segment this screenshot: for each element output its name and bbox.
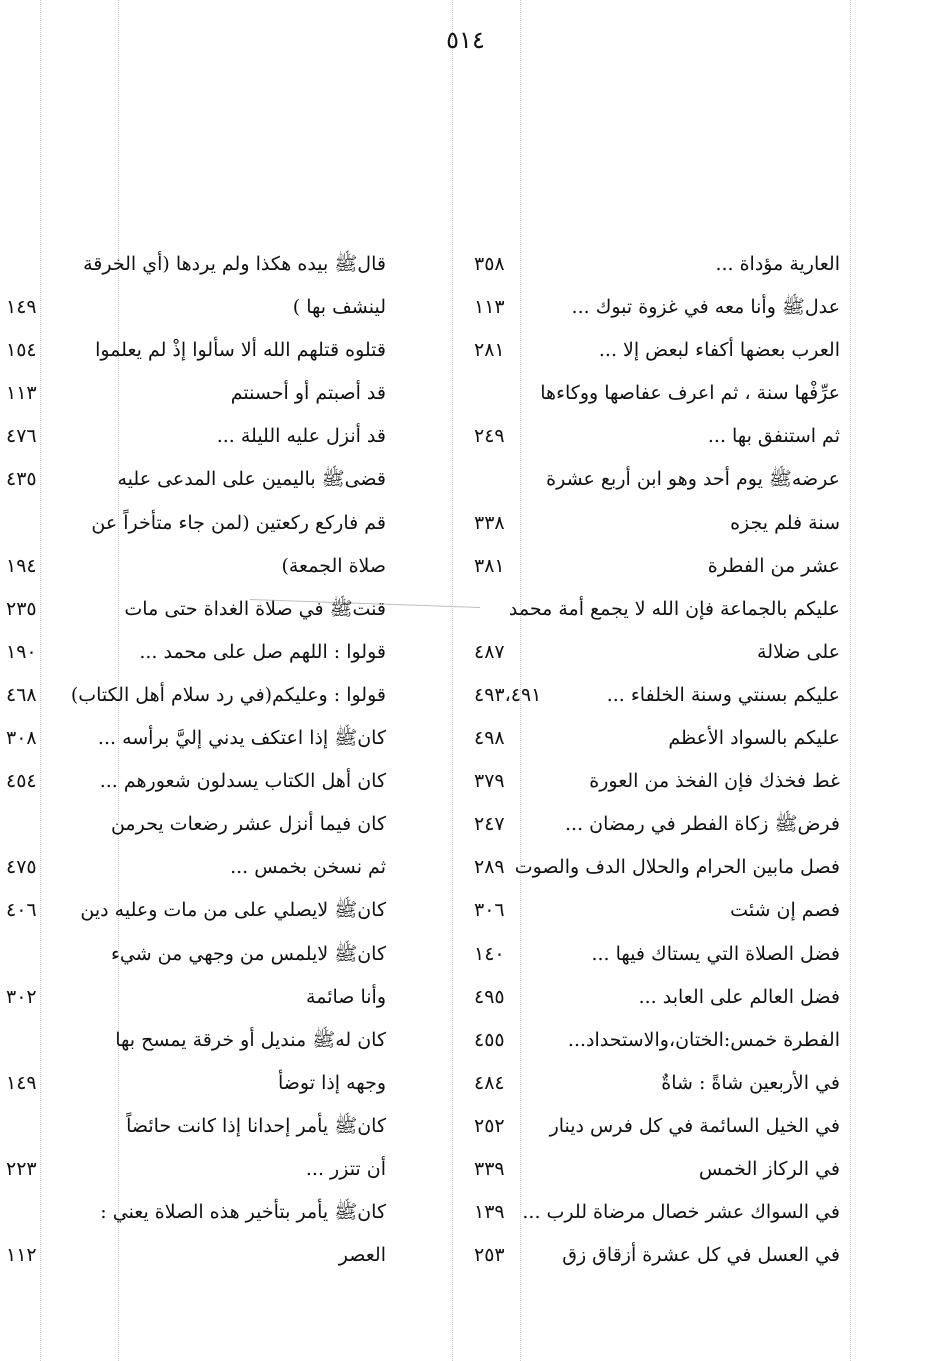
entry-page-number: ٣٨١ [474,554,505,577]
index-entry [468,803,840,846]
entry-text: كانﷺ إذا اعتكف يدني إليَّ برأسه ... [97,727,386,750]
entry-text: الفطرة خمس:الختان،والاستحداد... [567,1028,840,1051]
entry-page-number: ٤٠٦ [6,899,37,922]
index-entry [0,588,386,631]
index-entry [468,976,840,1019]
entry-text: كانﷺ لايلمس من وجهي من شيء [110,942,386,965]
index-entry [468,889,840,932]
index-entry [0,243,386,286]
entry-page-number: ٤٩٨ [474,727,505,750]
index-entry [468,545,840,588]
entry-page-number: ٤٦٨ [6,683,37,706]
index-entry [468,588,840,631]
entry-text: صلاة الجمعة) [281,554,386,577]
entry-text: قتلوه قتلهم الله ألا سألوا إذْ لم يعلموا [95,339,386,362]
entry-text: العارية مؤداة ... [715,253,840,275]
entry-text: فضل الصلاة التي يستاك فيها ... [591,942,840,965]
index-entry [468,372,840,415]
entry-text: قولوا : وعليكم(في رد سلام أهل الكتاب) [70,683,386,706]
entry-text: على ضلالة [757,640,840,663]
entry-page-number: ١٤٩ [6,296,37,319]
entry-page-number: ٤٥٤ [6,770,37,793]
index-entry [468,1191,840,1234]
index-entry [0,458,386,501]
entry-page-number: ١٩٠ [6,640,37,663]
entry-page-number: ٢٤٩ [474,425,505,448]
entry-text: عليكم بالجماعة فإن الله لا يجمع أمة محمد [508,597,840,620]
index-entry [0,1019,386,1062]
index-entry [468,502,840,545]
entry-page-number: ٣٠٨ [6,727,37,750]
entry-text: كانﷺ يأمر بتأخير هذه الصلاة يعني : [100,1201,386,1224]
index-entry [468,631,840,674]
index-entry [0,933,386,976]
index-entry [0,889,386,932]
entry-page-number: ٢٨١ [474,339,505,362]
index-entry [0,502,386,545]
entry-page-number: ١٣٩ [474,1201,505,1224]
entry-text: عرضهﷺ يوم أحد وهو ابن أربع عشرة [546,468,840,491]
entry-text: كانﷺ لايصلي على من مات وعليه دين [80,899,386,922]
entry-text: عدلﷺ وأنا معه في غزوة تبوك ... [571,296,840,319]
index-entry [0,717,386,760]
entry-page-number: ٤٧٥ [6,856,37,879]
entry-text: عشر من الفطرة [707,554,840,577]
entry-text: قد أصبتم أو أحسنتم [230,382,386,405]
entry-page-number: ٤٨٤ [474,1071,505,1094]
entry-page-number: ١١٣ [6,382,37,405]
scan-guide-line [850,0,851,1361]
index-entry [0,545,386,588]
entry-page-number: ٣٧٩ [474,770,505,793]
entry-text: وجهه إذا توضأ [278,1071,386,1094]
entry-text: عليكم بالسواد الأعظم [668,727,840,750]
entry-page-number: ٤٧٦ [6,425,37,448]
index-column-right [468,243,840,1277]
index-entry [468,458,840,501]
index-entry [0,760,386,803]
entry-text: فضل العالم على العابد ... [638,985,840,1008]
entry-text: وأنا صائمة [306,985,386,1008]
entry-text: كانﷺ يأمر إحدانا إذا كانت حائضاً [126,1114,386,1137]
entry-page-number: ٤٩٣،٤٩١ [474,683,542,706]
index-entry [0,372,386,415]
index-entry [468,846,840,889]
entry-text: ثم نسخن بخمس ... [230,856,386,879]
entry-page-number: ٤٨٧ [474,640,505,663]
index-entry [468,1148,840,1191]
entry-text: قولوا : اللهم صل على محمد ... [139,640,386,663]
entry-page-number: ١٤٩ [6,1071,37,1094]
index-entry [468,760,840,803]
index-entry [0,415,386,458]
entry-page-number: ٣٣٩ [474,1157,505,1180]
index-entry [468,1062,840,1105]
index-entry [0,329,386,372]
entry-page-number: ٤٣٥ [6,468,37,491]
entry-text: في العسل في كل عشرة أزقاق زق [562,1244,840,1267]
scan-guide-line [452,0,453,1361]
index-entry [0,803,386,846]
entry-text: في الأربعين شاةً : شاةٌ [661,1071,840,1094]
index-entry [0,1105,386,1148]
entry-text: في الخيل السائمة في كل فرس دينار [549,1114,840,1137]
index-entry [468,717,840,760]
entry-text: ثم استنفق بها ... [707,425,840,448]
index-entry [468,1019,840,1062]
entry-text: قالﷺ بيده هكذا ولم يردها (أي الخرقة [83,253,386,275]
entry-text: أن تتزر ... [305,1157,386,1180]
index-entry [468,286,840,329]
index-entry [468,1105,840,1148]
entry-page-number: ٣٠٢ [6,985,37,1008]
entry-text: فرضﷺ زكاة الفطر في رمضان ... [564,813,840,836]
entry-text: كان فيما أنزل عشر رضعات يحرمن [110,813,386,836]
entry-page-number: ٢٣٥ [6,597,37,620]
index-entry [0,1234,386,1277]
index-entry [468,329,840,372]
index-column-left [0,243,386,1277]
entry-page-number: ١٩٤ [6,554,37,577]
index-entry [468,674,840,717]
entry-page-number: ١٥٤ [6,339,37,362]
index-entry [468,415,840,458]
entry-page-number: ٤٩٥ [474,985,505,1008]
entry-page-number: ٤٥٥ [474,1028,505,1051]
index-entry [468,243,840,286]
entry-page-number: ١١٣ [474,296,505,319]
entry-page-number: ٢٥٢ [474,1114,505,1137]
entry-page-number: ١١٢ [6,1244,37,1267]
index-entry [468,1234,840,1277]
entry-page-number: ٣٠٦ [474,899,505,922]
entry-text: قضىﷺ باليمين على المدعى عليه [117,468,386,491]
entry-text: لينشف بها ) [292,296,386,319]
entry-page-number: ١٤٠ [474,942,505,965]
entry-text: فصل مابين الحرام والحلال الدف والصوت [514,856,840,879]
entry-text: في الركاز الخمس [698,1157,840,1180]
entry-text: عرِّفْها سنة ، ثم اعرف عفاصها ووكاءها [540,382,840,405]
index-entry [0,631,386,674]
index-entry [0,286,386,329]
entry-text: عليكم بسنتي وسنة الخلفاء ... [606,683,840,706]
entry-text: قم فاركع ركعتين (لمن جاء متأخراً عن [91,511,386,534]
page-number: ٥١٤ [446,26,485,54]
index-entry [0,674,386,717]
entry-text: فصم إن شئت [730,899,840,922]
entry-page-number: ٣٣٨ [474,511,505,534]
index-entry [0,1191,386,1234]
index-entry [0,1148,386,1191]
index-entry [0,976,386,1019]
entry-text: غط فخذك فإن الفخذ من العورة [589,770,840,793]
index-entry [0,1062,386,1105]
entry-text: في السواك عشر خصال مرضاة للرب ... [522,1201,840,1224]
entry-text: سنة فلم يجزه [730,511,840,534]
entry-page-number: ٢٢٣ [6,1157,37,1180]
entry-page-number: ٢٤٧ [474,813,505,836]
entry-page-number: ٢٨٩ [474,856,505,879]
entry-text: العرب بعضها أكفاء لبعض إلا ... [598,339,840,362]
index-entry [0,846,386,889]
entry-text: قنتﷺ في صلاة الغداة حتى مات [124,597,386,620]
entry-page-number: ٢٥٣ [474,1244,505,1267]
entry-text: كان أهل الكتاب يسدلون شعورهم ... [99,770,386,793]
entry-text: كان لهﷺ منديل أو خرقة يمسح بها [115,1028,386,1051]
entry-text: العصر [338,1244,386,1267]
index-entry [468,933,840,976]
entry-text: قد أنزل عليه الليلة ... [216,425,386,448]
entry-page-number: ٣٥٨ [474,253,505,275]
